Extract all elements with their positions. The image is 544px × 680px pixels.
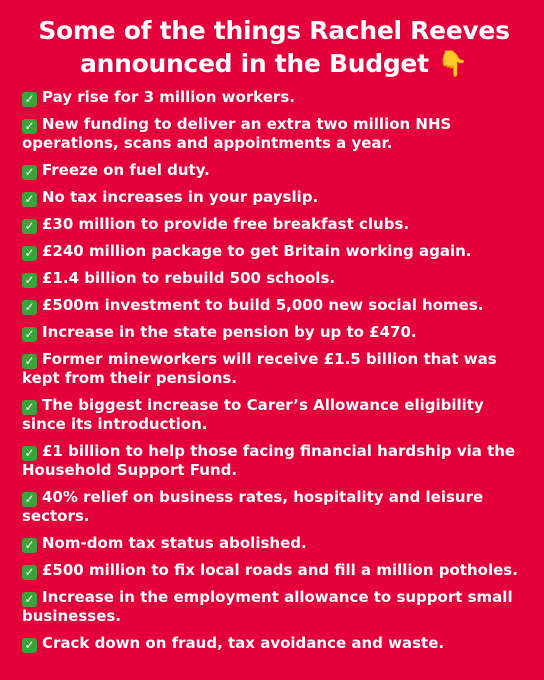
list-item	[22, 88, 526, 107]
announcement-list	[22, 88, 526, 653]
check-icon: ✓	[22, 638, 37, 653]
check-icon: ✓	[22, 300, 37, 315]
list-item	[22, 442, 526, 480]
check-icon: ✓	[22, 219, 37, 234]
check-icon: ✓	[22, 273, 37, 288]
check-icon: ✓	[22, 446, 37, 461]
list-item	[22, 161, 526, 180]
check-icon: ✓	[22, 592, 37, 607]
check-icon: ✓	[22, 92, 37, 107]
list-item-text: £1 billion to help those facing financial hardship via the Household Support Fund.	[22, 442, 516, 479]
check-icon: ✓	[22, 354, 37, 369]
title-text: Some of the things Rachel Reeves announced in the Budget	[38, 16, 510, 78]
list-item-text: £500m investment to build 5,000 new social homes.	[42, 296, 484, 314]
list-item	[22, 188, 526, 207]
list-item	[22, 588, 526, 626]
list-item-text: New funding to deliver an extra two million NHS operations, scans and appointments a year.	[22, 115, 452, 152]
list-item-text: Pay rise for 3 million workers.	[42, 88, 295, 106]
list-item-text: Freeze on fuel duty.	[42, 161, 210, 179]
list-item-text: Former mineworkers will receive £1.5 billion that was kept from their pensions.	[22, 350, 497, 387]
list-item-text: Increase in the state pension by up to £470.	[42, 323, 417, 341]
list-item	[22, 534, 526, 553]
list-item	[22, 561, 526, 580]
list-item-text: Nom-dom tax status abolished.	[42, 534, 307, 552]
check-icon: ✓	[22, 246, 37, 261]
page-title	[22, 14, 526, 80]
pointing-down-icon: 👇	[437, 49, 468, 78]
check-icon: ✓	[22, 165, 37, 180]
list-item-text: The biggest increase to Carer’s Allowance eligibility since its introduction.	[22, 396, 484, 433]
list-item	[22, 396, 526, 434]
check-icon: ✓	[22, 400, 37, 415]
list-item	[22, 634, 526, 653]
check-icon: ✓	[22, 538, 37, 553]
list-item	[22, 350, 526, 388]
list-item-text: No tax increases in your payslip.	[42, 188, 319, 206]
list-item-text: 40% relief on business rates, hospitality and leisure sectors.	[22, 488, 484, 525]
check-icon: ✓	[22, 565, 37, 580]
check-icon: ✓	[22, 327, 37, 342]
list-item	[22, 296, 526, 315]
list-item-text: £500 million to fix local roads and fill a million potholes.	[42, 561, 518, 579]
list-item-text: £240 million package to get Britain working again.	[42, 242, 472, 260]
list-item	[22, 323, 526, 342]
list-item-text: £1.4 billion to rebuild 500 schools.	[42, 269, 336, 287]
list-item	[22, 115, 526, 153]
list-item	[22, 242, 526, 261]
list-item-text: Increase in the employment allowance to support small businesses.	[22, 588, 513, 625]
list-item	[22, 488, 526, 526]
check-icon: ✓	[22, 119, 37, 134]
list-item	[22, 215, 526, 234]
list-item-text: Crack down on fraud, tax avoidance and waste.	[42, 634, 445, 652]
list-item-text: £30 million to provide free breakfast clubs.	[42, 215, 410, 233]
check-icon: ✓	[22, 492, 37, 507]
list-item	[22, 269, 526, 288]
check-icon: ✓	[22, 192, 37, 207]
